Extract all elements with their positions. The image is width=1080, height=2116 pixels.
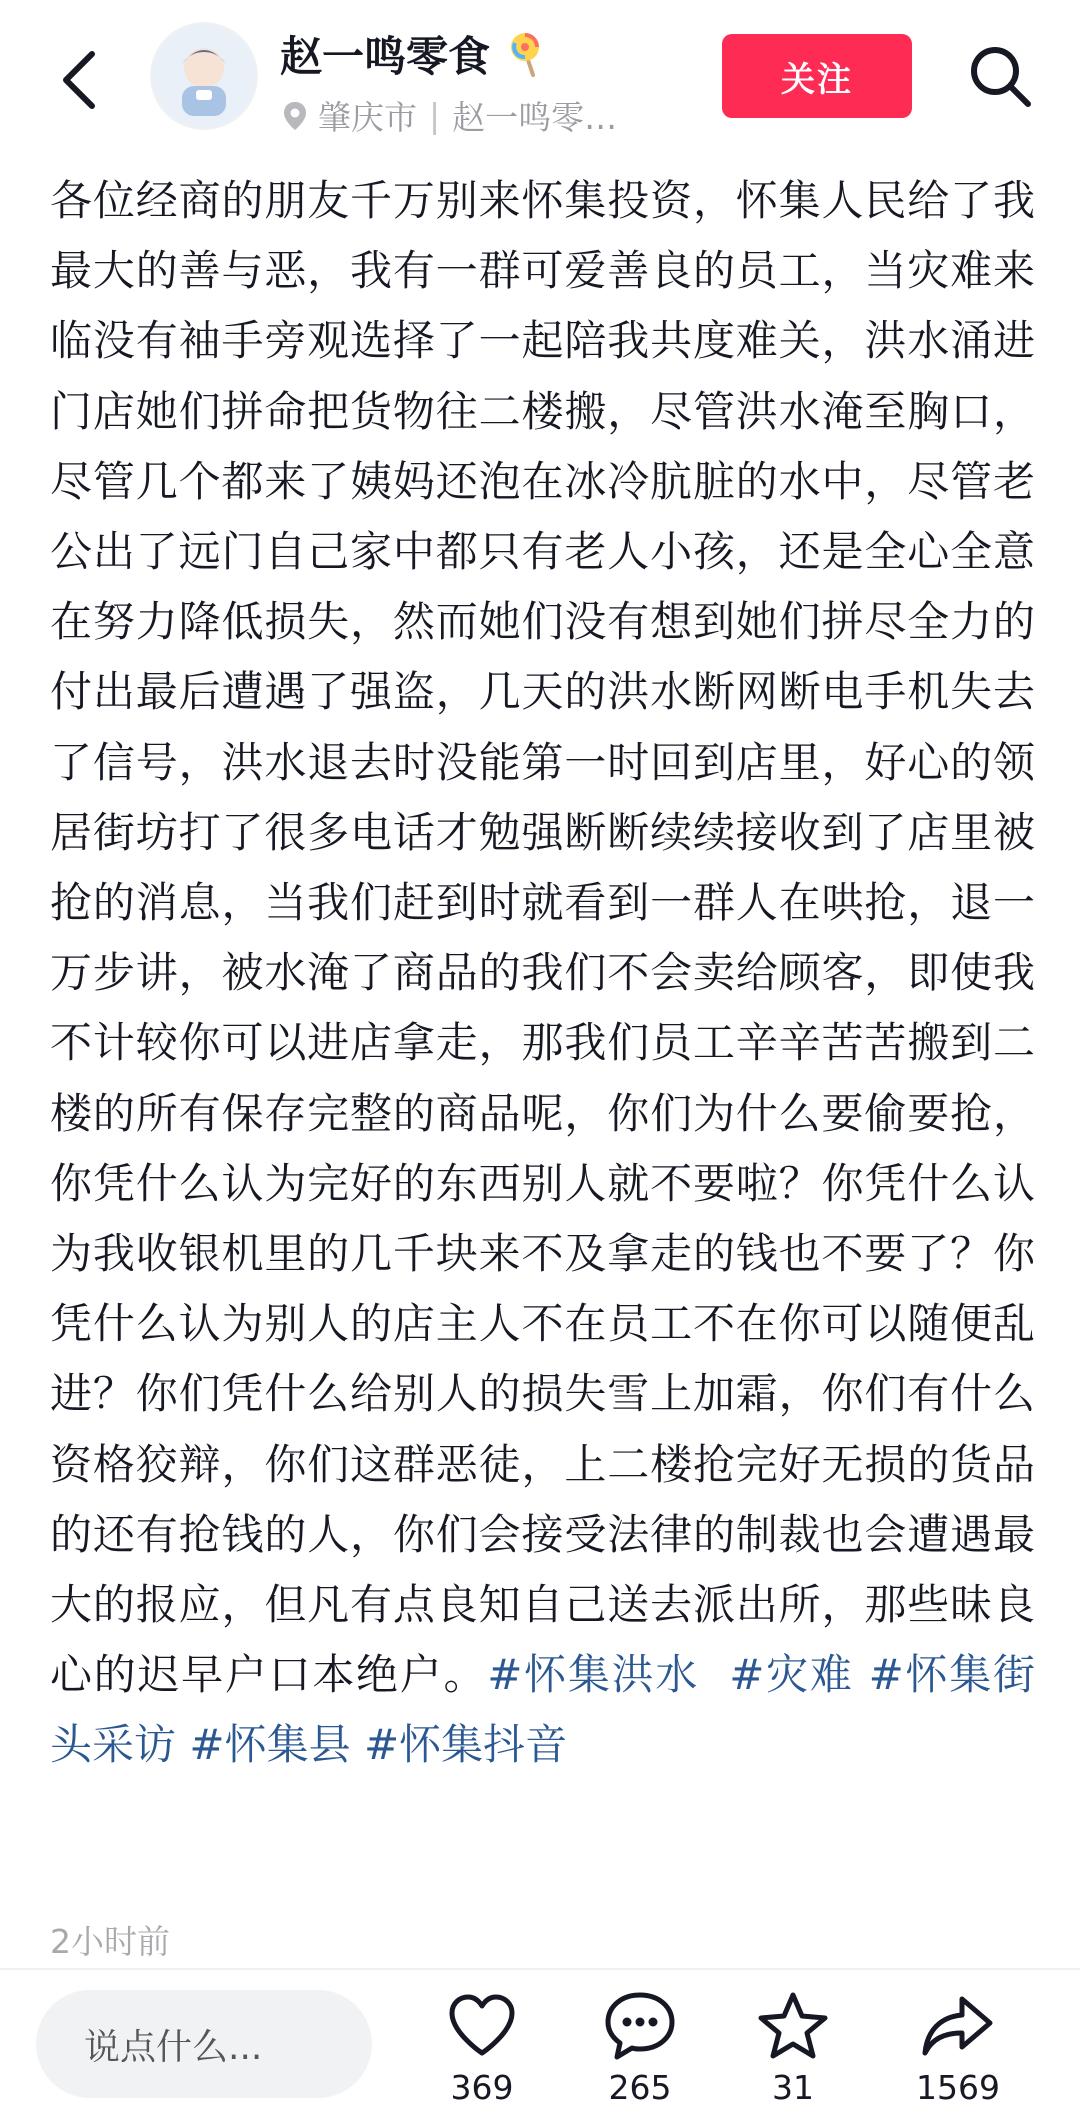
lollipop-icon xyxy=(507,31,547,77)
hashtag-douyin[interactable]: #怀集抖音 xyxy=(363,1720,568,1770)
follow-button[interactable]: 关注 xyxy=(722,34,912,118)
search-icon xyxy=(962,38,1038,114)
author-meta xyxy=(282,92,617,139)
author-name-text: 赵一鸣零食 xyxy=(280,32,491,81)
back-icon xyxy=(52,40,112,120)
comment-icon xyxy=(603,1990,677,2062)
share-button[interactable] xyxy=(888,1986,1028,2112)
comment-placeholder: 说点什么... xyxy=(84,2026,263,2068)
author-avatar[interactable] xyxy=(150,22,258,130)
comment-count: 265 xyxy=(608,2068,672,2107)
divider xyxy=(0,1968,1080,1970)
author-name[interactable] xyxy=(280,24,547,84)
hashtag-county[interactable]: #怀集县 xyxy=(189,1720,351,1770)
post-body xyxy=(50,166,1035,1781)
heart-icon xyxy=(446,1993,518,2059)
search-button[interactable] xyxy=(962,38,1038,114)
hashtag-disaster[interactable]: #灾难 xyxy=(729,1650,854,1700)
avatar-image xyxy=(152,24,256,128)
location-pin-icon xyxy=(282,100,308,132)
location-text[interactable]: 肇庆市 xyxy=(318,98,417,137)
star-icon xyxy=(756,1990,830,2062)
post-text: 各位经商的朋友千万别来怀集投资，怀集人民给了我最大的善与恶，我有一群可爱善良的员工，当灾难来临没有袖手旁观选择了一起陪我共度难关，洪水涌进门店她们拼命把货物往二楼搬，尽管洪水淹至胸口，尽管几个都来了姨妈还泡在冰冷肮脏的水中，尽管老公出了远门自己家中都只有老人小孩，还是全心全意在努力降低损失，然而她们没有想到她们拼尽全力的付出最后遭遇了强盗，几天的洪水断网断电手机失去了信号，洪水退去时没能第一时回到店里，好心的领居街坊打了很多电话才勉强断断续续接收到了店里被抢的消息，当我们赶到时就看到一群人在哄抢，退一万步讲，被水淹了商品的我们不会卖给顾客，即使我不计较你可以进店拿走，那我们员工辛辛苦苦搬到二楼的所有保存完整的商品呢，你们为什么要偷要抢，你凭什么认为完好的东西别人就不要啦？你凭什么认为我收银机里的几千块来不及拿走的钱也不要了？你凭什么认为别人的店主人不在员工不在你可以随便乱进？你们凭什么给别人的损失雪上加霜，你们有什么资格狡辩，你们这群恶徒，上二楼抢完好无损的货品的还有抢钱的人，你们会接受法律的制裁也会遭遇最大的报应，但凡有点良知自己送去派出所，那些昧良心的迟早户口本绝户。 xyxy=(50,176,1035,1700)
share-icon xyxy=(920,1993,996,2059)
like-button[interactable] xyxy=(412,1986,552,2112)
comment-input[interactable] xyxy=(36,1990,372,2098)
like-count: 369 xyxy=(450,2068,514,2107)
post-timestamp: 2小时前 xyxy=(50,1922,170,1961)
comment-button[interactable] xyxy=(570,1986,710,2112)
meta-separator: | xyxy=(429,96,441,135)
shop-name-text[interactable]: 赵一鸣零… xyxy=(452,98,618,137)
hashtag-street-interview[interactable]: #怀集街头采访 xyxy=(50,1650,1035,1770)
hashtag-flood[interactable]: #怀集洪水 xyxy=(487,1650,700,1700)
favorite-count: 31 xyxy=(772,2068,814,2107)
back-button[interactable] xyxy=(52,40,112,120)
favorite-button[interactable] xyxy=(723,1986,863,2112)
top-bar xyxy=(0,0,1080,150)
share-count: 1569 xyxy=(916,2068,1000,2107)
